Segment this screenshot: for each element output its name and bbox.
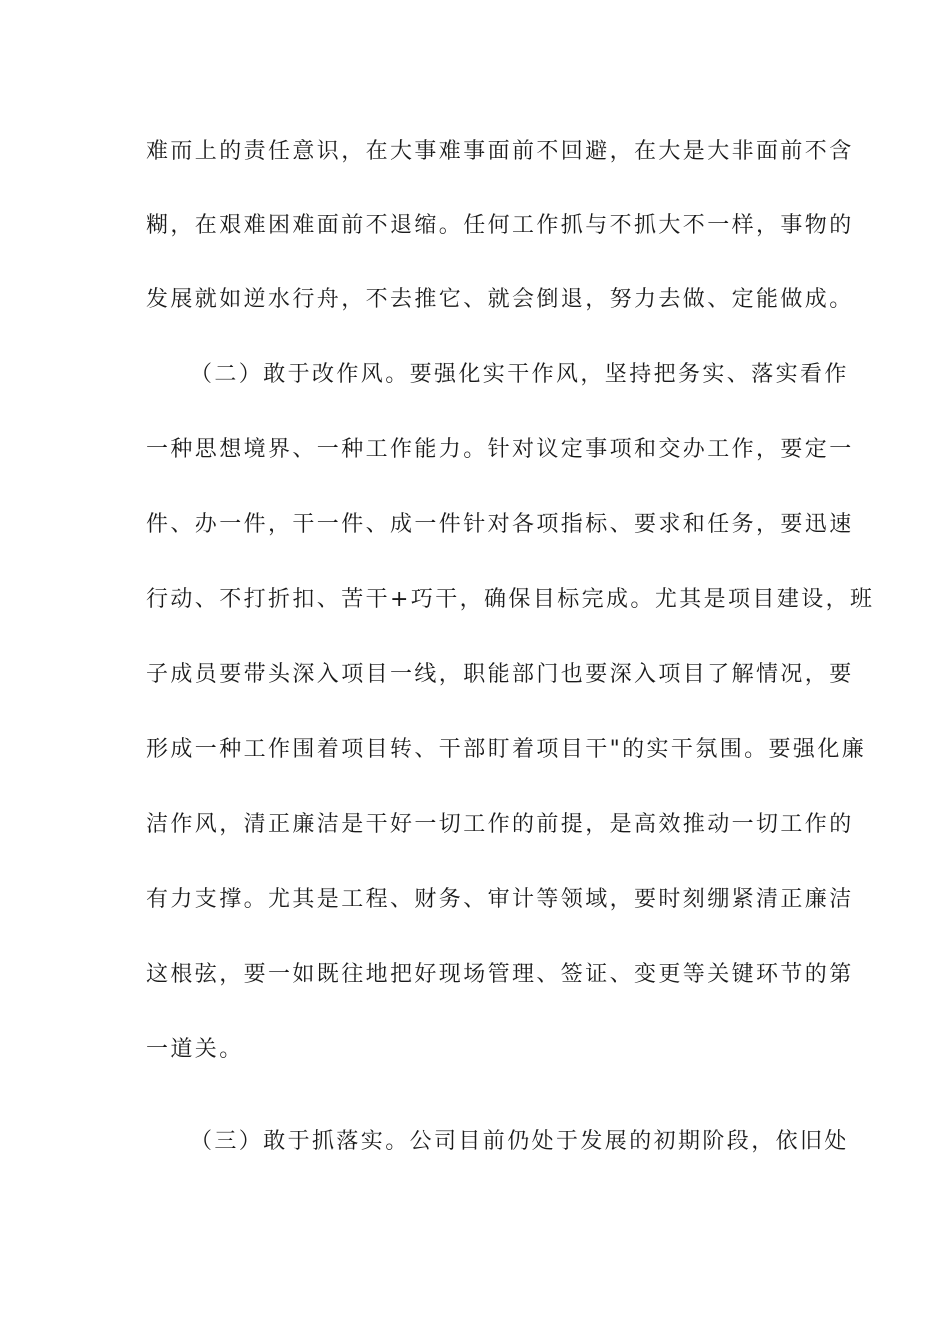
text-line: 发展就如逆水行舟，不去推它、就会倒退，努力去做、定能做成。 [146,287,854,312]
text-line: 件、办一件，干一件、成一件针对各项指标、要求和任务，要迅速 [146,512,854,537]
text-line: 洁作风，清正廉洁是干好一切工作的前提，是高效推动一切工作的 [146,812,854,837]
text-line: 子成员要带头深入项目一线，职能部门也要深入项目了解情况，要 [146,662,854,687]
text-line: 糊，在艰难困难面前不退缩。任何工作抓与不抓大不一样，事物的 [146,213,854,238]
text-line: 形成一种工作围着项目转、干部盯着项目干"的实干氛围。要强化廉 [146,737,867,762]
text-line: 这根弦，要一如既往地把好现场管理、签证、变更等关键环节的第 [146,962,854,987]
text-line: 一道关。 [146,1037,244,1062]
text-line: 难而上的责任意识，在大事难事面前不回避，在大是大非面前不含 [146,139,854,164]
text-line: 一种思想境界、一种工作能力。针对议定事项和交办工作，要定一 [146,437,854,462]
paragraph-start-line: （二）敢于改作风。要强化实干作风，坚持把务实、落实看作 [190,362,849,387]
text-line: 有力支撑。尤其是工程、财务、审计等领域，要时刻绷紧清正廉洁 [146,887,854,912]
text-line: 行动、不打折扣、苦干+巧干，确保目标完成。尤其是项目建设，班 [146,587,875,612]
paragraph-start-line: （三）敢于抓落实。公司目前仍处于发展的初期阶段，依旧处 [190,1129,849,1154]
